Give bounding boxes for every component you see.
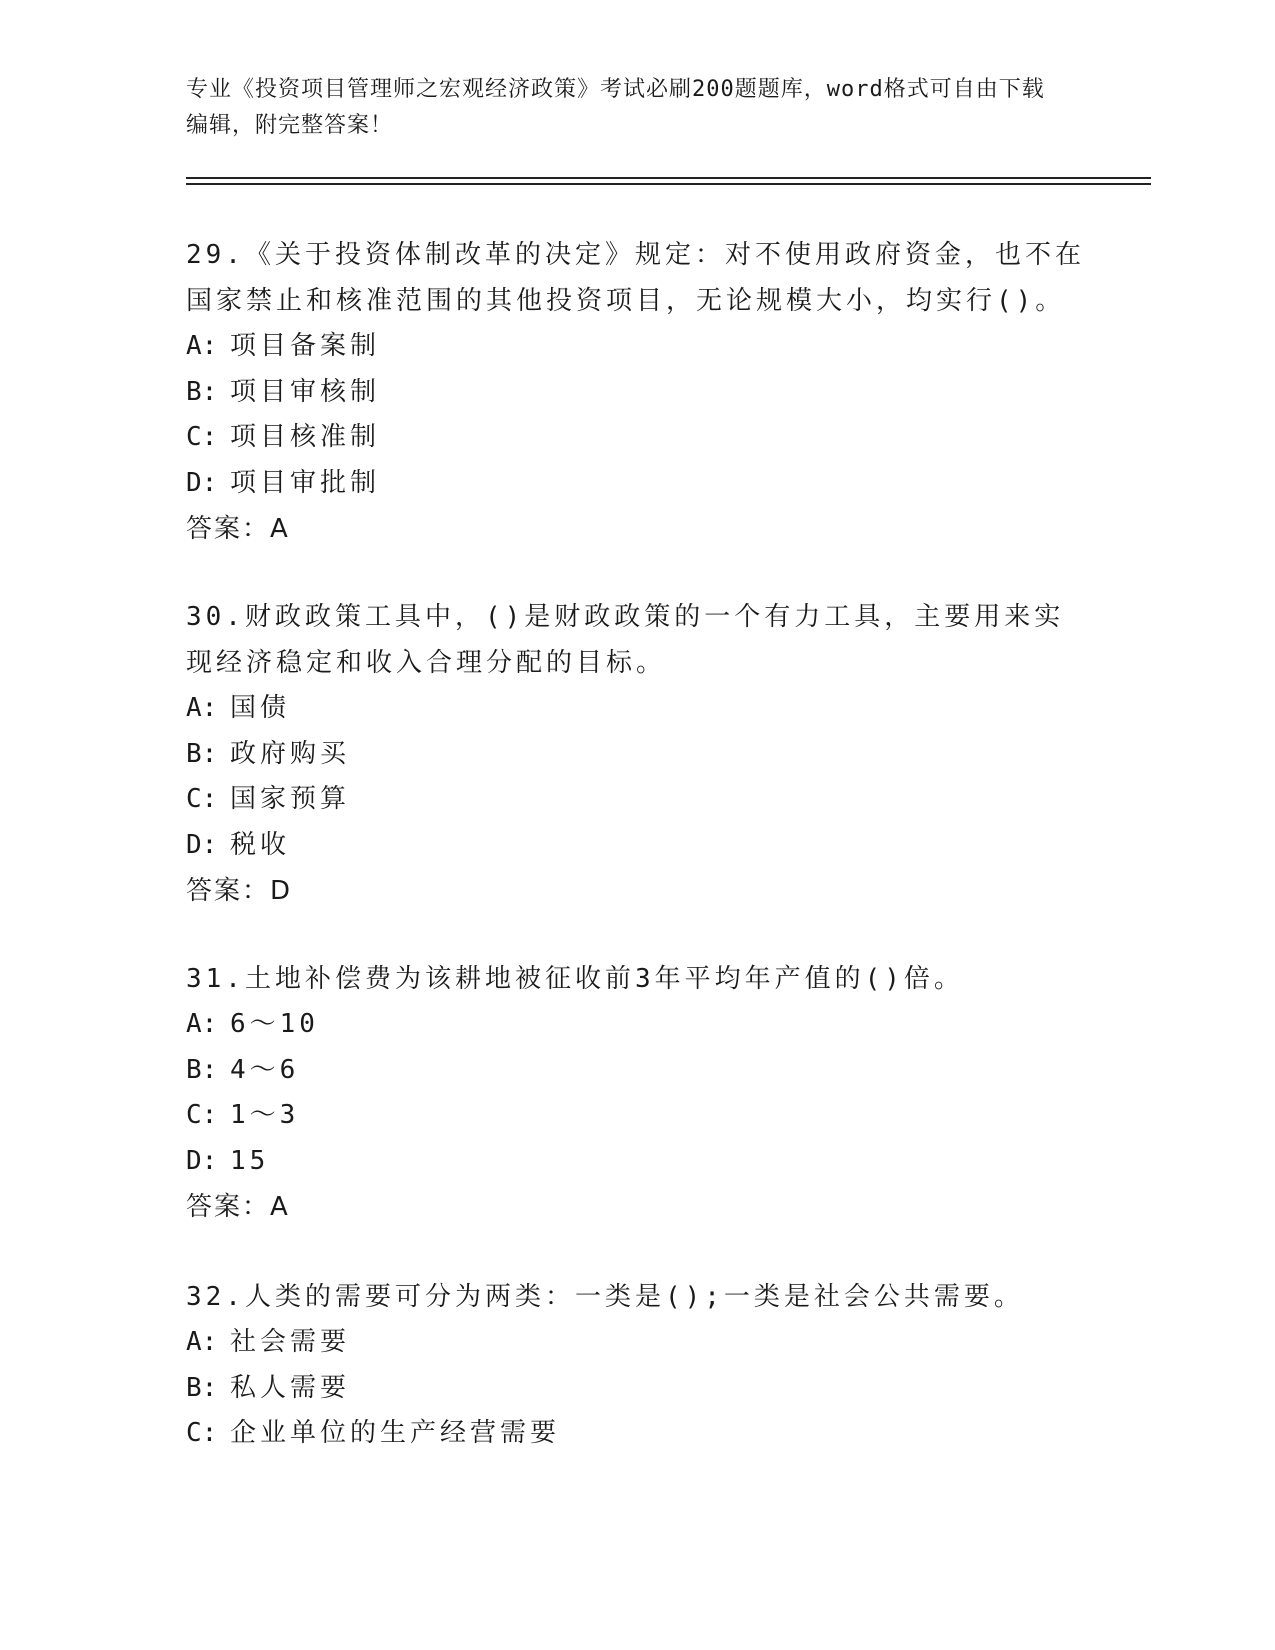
option-text: 国家预算: [230, 784, 351, 814]
option-letter: B:: [186, 1054, 218, 1085]
option-b: [186, 370, 1086, 416]
option-text: 项目审核制: [230, 376, 381, 407]
option-letter: B:: [186, 738, 218, 769]
option-letter: B:: [186, 376, 218, 407]
document-header: 专业《投资项目管理师之宏观经济政策》考试必刷200题题库，word格式可自由下载编辑，附完整答案！: [186, 77, 1045, 138]
option-letter: A:: [186, 693, 218, 723]
question-30: [186, 594, 1086, 914]
option-b: [186, 732, 1086, 778]
option-text: 1～3: [230, 1100, 300, 1130]
option-letter: C:: [186, 422, 218, 452]
option-text: 税收: [230, 829, 291, 860]
option-text: 6～10: [230, 1009, 319, 1039]
question-stem: 30.财政政策工具中，()是财政政策的一个有力工具，主要用来实现经济稳定和收入合理分配的目标。: [186, 602, 1065, 678]
answer-line: 答案：D: [186, 876, 293, 906]
option-c: [186, 415, 1086, 461]
option-letter: A:: [186, 1009, 218, 1039]
option-letter: C:: [186, 784, 218, 814]
option-b: [186, 1048, 1086, 1094]
option-text: 私人需要: [230, 1372, 351, 1403]
option-text: 15: [230, 1145, 270, 1176]
option-text: 社会需要: [230, 1327, 351, 1357]
option-a: [186, 1002, 1086, 1048]
option-a: [186, 324, 1086, 370]
header-divider-bottom: [186, 183, 1151, 185]
question-29: [186, 232, 1086, 552]
question-stem: 32.人类的需要可分为两类：一类是();一类是社会公共需要。: [186, 1282, 1024, 1312]
option-letter: C:: [186, 1418, 218, 1448]
option-c: [186, 1093, 1086, 1139]
option-letter: D:: [186, 829, 218, 860]
question-stem: 29.《关于投资体制改革的决定》规定：对不使用政府资金，也不在国家禁止和核准范围的其他投资项目，无论规模大小，均实行()。: [186, 240, 1085, 316]
option-letter: D:: [186, 467, 218, 498]
option-letter: C:: [186, 1100, 218, 1130]
option-text: 项目审批制: [230, 467, 381, 498]
option-text: 企业单位的生产经营需要: [230, 1418, 561, 1448]
option-a: [186, 1320, 1086, 1366]
option-c: [186, 1411, 1086, 1457]
option-text: 国债: [230, 693, 291, 723]
question-31: [186, 956, 1086, 1230]
answer-line: 答案：A: [186, 514, 290, 544]
option-letter: A:: [186, 1327, 218, 1357]
answer-line: 答案：A: [186, 1192, 290, 1222]
question-32: [186, 1274, 1086, 1457]
option-letter: A:: [186, 331, 218, 361]
option-d: [186, 461, 1086, 507]
header-divider-top: [186, 177, 1151, 179]
option-letter: B:: [186, 1372, 218, 1403]
option-text: 项目核准制: [230, 422, 381, 452]
option-letter: D:: [186, 1145, 218, 1176]
option-d: [186, 1139, 1086, 1185]
option-d: [186, 823, 1086, 869]
option-c: [186, 777, 1086, 823]
question-stem: 31.土地补偿费为该耕地被征收前3年平均年产值的()倍。: [186, 964, 964, 994]
option-b: [186, 1366, 1086, 1412]
option-a: [186, 686, 1086, 732]
option-text: 4～6: [230, 1054, 300, 1085]
option-text: 政府购买: [230, 738, 351, 769]
option-text: 项目备案制: [230, 331, 381, 361]
